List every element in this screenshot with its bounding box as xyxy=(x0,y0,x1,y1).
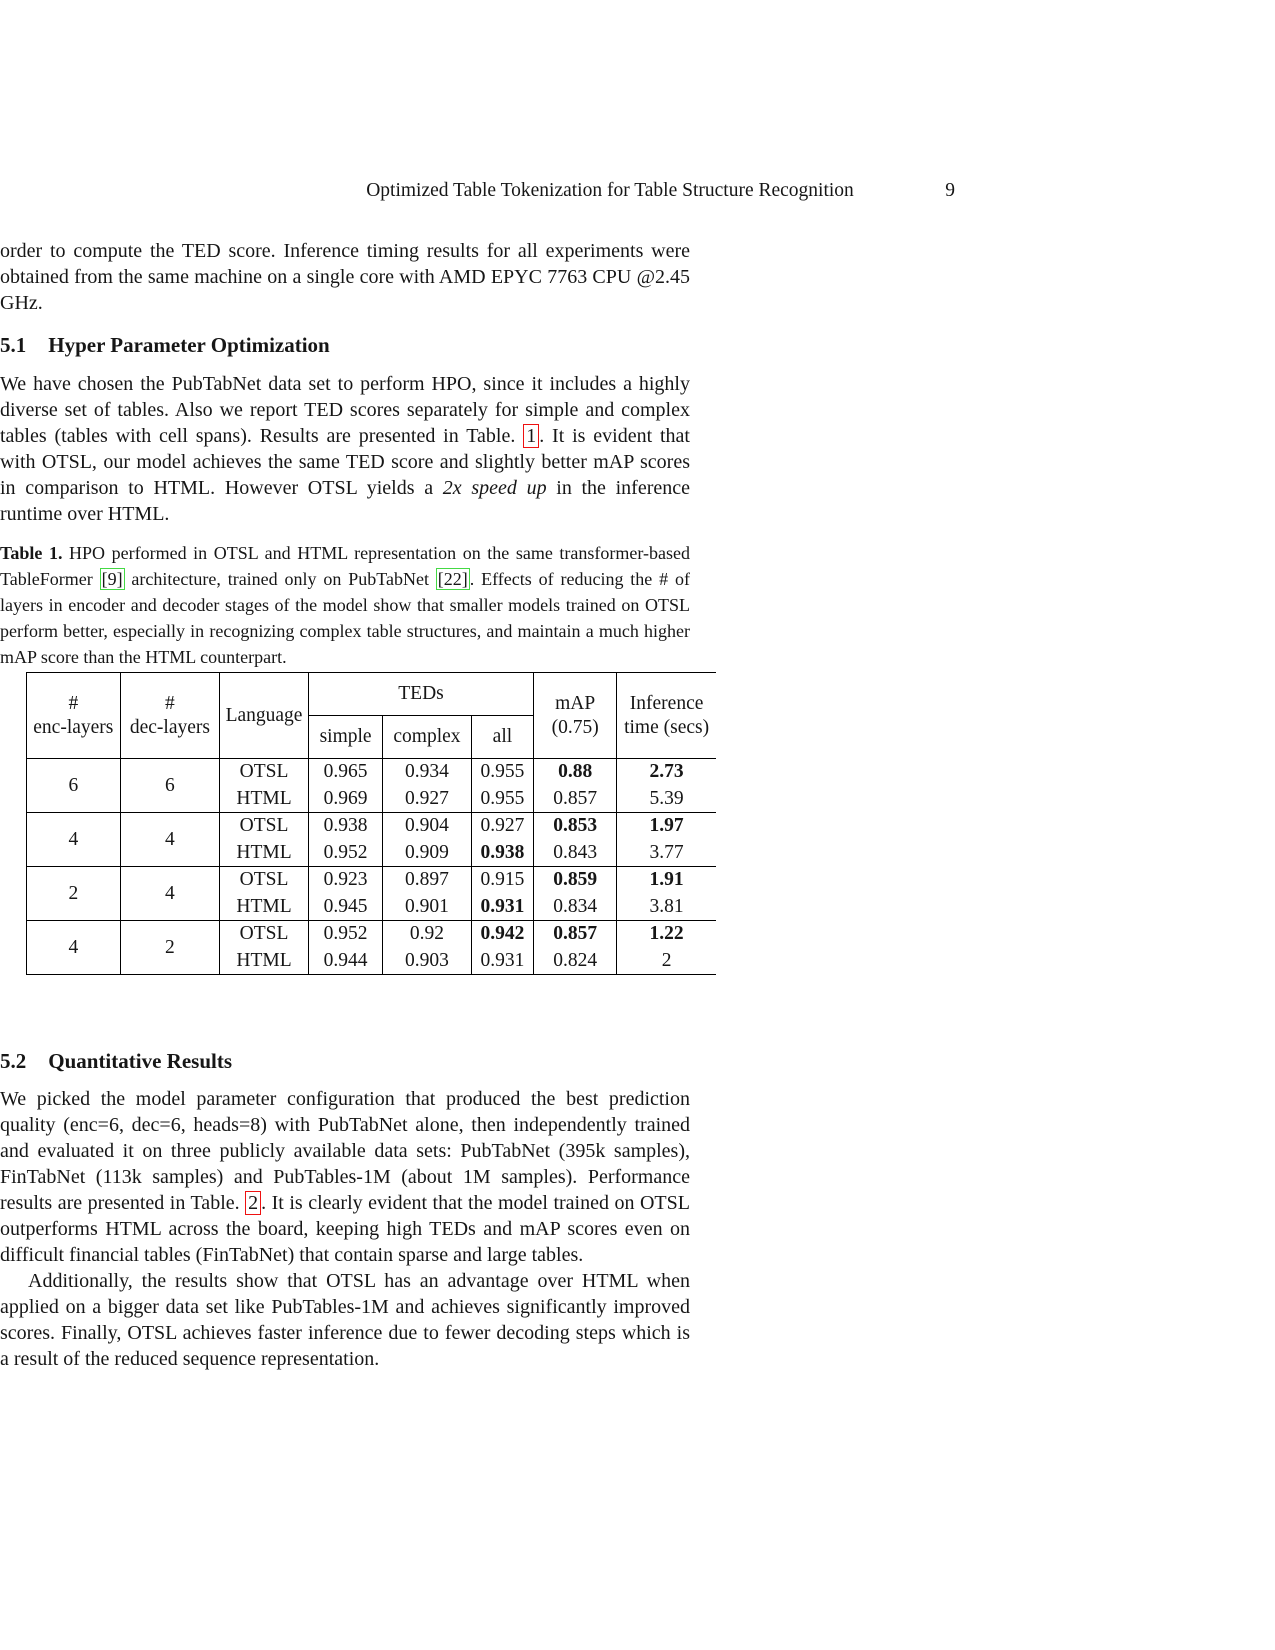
inference-time-cell: 5.39 xyxy=(617,786,716,813)
teds-complex-cell: 0.934 xyxy=(383,759,471,786)
section-heading-51 xyxy=(0,333,690,358)
language-cell: OTSL xyxy=(220,921,309,948)
para-text: . It is clearly evident that the model trained on OTSL outperforms HTML across the board, keeping high TEDs and mAP scores even on difficult financial tables (FinTabNet) that contain sparse and large tables. xyxy=(0,1192,690,1266)
col-header-enc-layers xyxy=(27,673,121,759)
map-cell: 0.88 xyxy=(534,759,617,786)
citation-link[interactable]: [9] xyxy=(101,569,123,589)
dec-layers-cell: 4 xyxy=(120,813,220,867)
section-number: 5.2 xyxy=(0,1049,27,1073)
table-ref-link[interactable]: 1 xyxy=(523,424,539,448)
inference-time-cell: 2 xyxy=(661,949,672,971)
teds-simple-cell: 0.923 xyxy=(308,867,382,894)
dec-layers-cell: 4 xyxy=(120,867,220,921)
dec-layers-cell: 2 xyxy=(120,921,220,975)
language-cell: OTSL xyxy=(220,759,309,786)
citation-number: 22 xyxy=(443,569,462,589)
col-header-dec-layers xyxy=(120,673,220,759)
header-line: # xyxy=(165,692,175,714)
table-caption xyxy=(0,540,690,670)
inference-time-cell: 1.97 xyxy=(649,815,684,837)
enc-layers-cell: 4 xyxy=(27,813,121,867)
para-text: We picked the model parameter configuration that produced the best prediction quality (enc=6, dec=6, heads=8) with PubTabNet alone, then independently trained and evaluated it on three publicly available data sets: PubTabNet (395k samples), FinTabNet (113k samples) and PubTables-1M (about 1M samples). Performance results are presented in Table. xyxy=(0,1088,690,1214)
map-cell: 0.834 xyxy=(534,894,617,921)
teds-simple-cell: 0.965 xyxy=(308,759,382,786)
results-table xyxy=(26,672,716,975)
intro-paragraph xyxy=(0,238,690,316)
citation-number: 9 xyxy=(107,569,117,589)
inference-time-cell: 2.73 xyxy=(649,761,684,783)
map-cell: 0.859 xyxy=(534,867,617,894)
teds-simple-cell: 0.945 xyxy=(308,894,382,921)
teds-complex-cell: 0.903 xyxy=(383,948,471,975)
para-text: Additionally, the results show that OTSL has an advantage over HTML when applied on a bigger data set like PubTables-1M and achieves significantly improved scores. Finally, OTSL achieves faster inference due to fewer decoding steps which is a result of the reduced sequence representation. xyxy=(0,1270,690,1370)
running-title: Optimized Table Tokenization for Table Structure Recognition xyxy=(366,180,854,201)
teds-all-cell: 0.915 xyxy=(471,867,533,894)
section-title: Quantitative Results xyxy=(48,1049,232,1073)
teds-simple-cell: 0.952 xyxy=(308,921,382,948)
teds-all-cell: 0.955 xyxy=(471,786,533,813)
teds-complex-cell: 0.904 xyxy=(383,813,471,840)
language-cell: HTML xyxy=(220,840,309,867)
teds-all-cell: 0.938 xyxy=(471,840,533,867)
language-cell: OTSL xyxy=(220,867,309,894)
teds-complex-cell: 0.901 xyxy=(383,894,471,921)
teds-all-cell: 0.955 xyxy=(471,759,533,786)
dec-layers-cell: 6 xyxy=(120,759,220,813)
header-line: mAP xyxy=(555,692,596,714)
table-row xyxy=(27,867,717,894)
enc-layers-cell: 6 xyxy=(27,759,121,813)
table-row xyxy=(27,759,717,786)
teds-complex-cell: 0.909 xyxy=(383,840,471,867)
inference-time-cell: 1.22 xyxy=(649,923,684,945)
table-caption-label: Table 1. xyxy=(0,543,63,563)
col-header-map xyxy=(534,673,617,759)
caption-text: . Effects of reducing the # of layers in encoder and decoder stages of the model show that smaller models trained on OTSL perform better, especially in recognizing complex table structures, and maintain a much higher mAP score than the HTML counterpart. xyxy=(0,569,690,667)
section-heading-52 xyxy=(0,1049,690,1074)
para-text: We have chosen the PubTabNet data set to perform HPO, since it includes a highly diverse set of tables. Also we report TED scores separately for simple and complex tables (tables with cell spans). Results are presented in Table. xyxy=(0,373,690,447)
caption-text: HPO performed in OTSL and HTML representation on the same transformer-based TableFormer xyxy=(0,543,690,589)
col-header-all: all xyxy=(471,716,533,759)
language-cell: HTML xyxy=(220,786,309,813)
teds-all-cell: 0.931 xyxy=(471,948,533,975)
language-cell: HTML xyxy=(220,894,309,921)
caption-text: architecture, trained only on PubTabNet xyxy=(124,569,436,589)
col-header-complex: complex xyxy=(383,716,471,759)
map-cell: 0.857 xyxy=(534,921,617,948)
inference-time-cell: 3.81 xyxy=(617,894,716,921)
teds-all-cell: 0.931 xyxy=(471,894,533,921)
col-header-simple: simple xyxy=(308,716,382,759)
teds-all-cell: 0.942 xyxy=(471,921,533,948)
section-52-paragraphs xyxy=(0,1086,690,1372)
table-row xyxy=(27,813,717,840)
teds-simple-cell: 0.969 xyxy=(308,786,382,813)
header-line: time (secs) xyxy=(624,716,710,738)
inference-time-cell: 1.91 xyxy=(649,869,684,891)
header-line: # xyxy=(68,692,79,714)
map-cell: 0.853 xyxy=(534,813,617,840)
language-cell: OTSL xyxy=(220,813,309,840)
paragraph xyxy=(0,1268,690,1372)
table-ref-link[interactable]: 2 xyxy=(245,1191,261,1215)
para-text: . It is evident that with OTSL, our model achieves the same TED score and slightly better mAP scores in comparison to HTML. However OTSL yields a xyxy=(0,425,690,499)
map-cell: 0.843 xyxy=(534,840,617,867)
teds-simple-cell: 0.938 xyxy=(308,813,382,840)
map-cell: 0.824 xyxy=(534,948,617,975)
enc-layers-cell: 4 xyxy=(27,921,121,975)
section-51-paragraph xyxy=(0,371,690,527)
language-cell: HTML xyxy=(220,948,309,975)
results-table-wrapper xyxy=(26,672,716,975)
citation-link[interactable]: [22] xyxy=(437,569,468,589)
teds-complex-cell: 0.927 xyxy=(383,786,471,813)
page-header xyxy=(265,180,955,208)
para-text: order to compute the TED score. Inference timing results for all experiments were obtained from the same machine on a single core with AMD EPYC 7763 CPU @2.45 GHz. xyxy=(0,240,690,314)
map-cell: 0.857 xyxy=(534,786,617,813)
para-text: in the inference runtime over HTML. xyxy=(0,477,691,525)
teds-complex-cell: 0.92 xyxy=(383,921,471,948)
header-line: (0.75) xyxy=(551,716,599,738)
header-line: dec-layers xyxy=(129,716,210,738)
section-title: Hyper Parameter Optimization xyxy=(48,333,330,357)
col-header-teds: TEDs xyxy=(308,673,533,716)
teds-simple-cell: 0.952 xyxy=(308,840,382,867)
col-header-language: Language xyxy=(220,673,309,759)
header-line: enc-layers xyxy=(33,716,114,738)
header-line: Inference xyxy=(629,692,704,714)
paragraph xyxy=(0,1086,690,1268)
enc-layers-cell: 2 xyxy=(27,867,121,921)
teds-all-cell: 0.927 xyxy=(471,813,533,840)
table-row xyxy=(27,921,717,948)
teds-complex-cell: 0.897 xyxy=(383,867,471,894)
col-header-inference-time xyxy=(617,673,716,759)
section-number: 5.1 xyxy=(0,333,27,357)
page-number: 9 xyxy=(945,180,955,201)
inference-time-cell: 3.77 xyxy=(617,840,716,867)
italic-phrase: 2x speed up xyxy=(442,477,547,499)
teds-simple-cell: 0.944 xyxy=(308,948,382,975)
